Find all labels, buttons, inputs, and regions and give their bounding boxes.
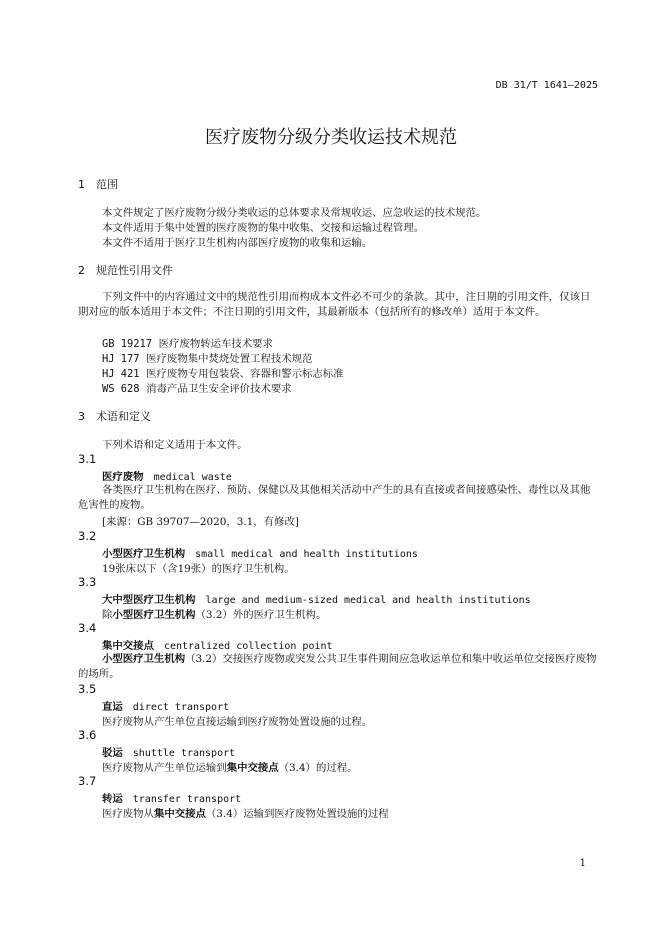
term-en: large and medium-sized medical and health institutions xyxy=(205,595,531,606)
term-number: 3.1 xyxy=(78,452,97,466)
definition-text: 医疗废物从产生单位运输到 xyxy=(102,762,227,774)
definition-text: （3.2）交接医疗废物或突发公共卫生事件期间应急收运单位和集中收运单位交接医疗废物的场所。 xyxy=(78,653,597,680)
term-zh: 小型医疗卫生机构 xyxy=(102,548,186,560)
reference-item xyxy=(102,365,344,380)
paragraph: 本文件不适用于医疗卫生机构内部医疗废物的收集和运输。 xyxy=(102,237,373,249)
term-reference: 小型医疗卫生机构 xyxy=(102,653,186,665)
term-zh: 集中交接点 xyxy=(102,640,154,652)
term-number: 3.2 xyxy=(78,529,97,543)
term-number: 3.5 xyxy=(78,682,97,696)
term-entry xyxy=(102,698,229,713)
reference-title: 医疗废物专用包装袋、容器和警示标志标准 xyxy=(146,368,344,380)
definition-text: （3.2）外的医疗卫生机构。 xyxy=(195,609,327,621)
term-zh: 大中型医疗卫生机构 xyxy=(102,594,196,606)
term-reference: 集中交接点 xyxy=(226,762,279,774)
section-title: 范围 xyxy=(96,178,118,191)
reference-item xyxy=(102,350,312,365)
reference-code: GB 19217 xyxy=(102,338,153,350)
term-entry xyxy=(102,468,232,483)
reference-code: HJ 421 xyxy=(102,368,140,380)
section-title: 规范性引用文件 xyxy=(96,264,173,277)
definition-text: 除 xyxy=(102,609,113,621)
page-number: 1 xyxy=(579,858,586,869)
term-zh: 驳运 xyxy=(102,747,123,759)
section-number: 1 xyxy=(78,178,85,191)
section-number: 3 xyxy=(78,410,85,423)
term-en: centralized collection point xyxy=(163,641,333,652)
reference-item xyxy=(102,380,292,395)
term-definition: 医疗废物从产生单位直接运输到医疗废物处置设施的过程。 xyxy=(102,716,373,728)
section-2-heading xyxy=(78,262,173,278)
term-definition: 各类医疗卫生机构在医疗、预防、保健以及其他相关活动中产生的具有直接或者间接感染性、毒性以及其他危害性的废物。 xyxy=(78,484,591,511)
standard-number: DB 31/T 1641—2025 xyxy=(495,80,598,91)
reference-item xyxy=(102,335,273,350)
document-title: 医疗废物分级分类收运技术规范 xyxy=(205,127,457,148)
term-zh: 直运 xyxy=(102,701,123,713)
term-source: [来源：GB 39707—2020，3.1，有修改] xyxy=(102,516,299,528)
term-definition: 19张床以下（含19张）的医疗卫生机构。 xyxy=(102,563,295,575)
reference-title: 消毒产品卫生安全评价技术要求 xyxy=(146,383,292,395)
section-number: 2 xyxy=(78,264,85,277)
term-zh: 转运 xyxy=(102,793,123,805)
term-definition xyxy=(102,759,358,774)
reference-code: WS 628 xyxy=(102,383,140,395)
term-definition xyxy=(78,652,600,682)
reference-code: HJ 177 xyxy=(102,353,140,365)
paragraph: 本文件规定了医疗废物分级分类收运的总体要求及常规收运、应急收运的技术规范。 xyxy=(102,207,487,219)
term-en: small medical and health institutions xyxy=(195,549,418,560)
reference-title: 医疗废物集中焚烧处置工程技术规范 xyxy=(146,353,313,365)
term-definition xyxy=(102,606,326,621)
definition-text: 医疗废物从 xyxy=(102,808,154,820)
term-en: shuttle transport xyxy=(132,748,236,759)
term-zh: 医疗废物 xyxy=(102,471,144,483)
term-entry xyxy=(102,744,235,759)
term-reference: 集中交接点 xyxy=(153,808,206,820)
term-number: 3.4 xyxy=(78,621,97,635)
paragraph: 下列术语和定义适用于本文件。 xyxy=(102,439,248,451)
definition-text: （3.4）运输到医疗废物处置设施的过程 xyxy=(205,808,389,820)
section-1-heading xyxy=(78,176,118,192)
reference-title: 医疗废物转运车技术要求 xyxy=(158,338,273,350)
term-entry xyxy=(102,545,418,560)
term-definition xyxy=(102,805,389,820)
term-en: transfer transport xyxy=(132,794,242,805)
term-reference: 小型医疗卫生机构 xyxy=(112,609,196,621)
term-en: medical waste xyxy=(153,472,232,483)
term-number: 3.3 xyxy=(78,575,97,589)
definition-text: （3.4）的过程。 xyxy=(278,762,358,774)
term-entry xyxy=(102,790,241,805)
term-number: 3.6 xyxy=(78,728,97,742)
paragraph: 本文件适用于集中处置的医疗废物的集中收集、交接和运输过程管理。 xyxy=(102,222,425,234)
term-number: 3.7 xyxy=(78,774,97,788)
term-entry xyxy=(102,637,333,652)
term-en: direct transport xyxy=(132,702,230,713)
term-entry xyxy=(102,591,531,606)
section-title: 术语和定义 xyxy=(96,410,151,423)
section-3-heading xyxy=(78,408,151,424)
paragraph: 下列文件中的内容通过文中的规范性引用而构成本文件必不可少的条款。其中，注日期的引用文件，仅该日期对应的版本适用于本文件；不注日期的引用文件，其最新版本（包括所有的修改单）适用于本文件。 xyxy=(78,291,591,318)
